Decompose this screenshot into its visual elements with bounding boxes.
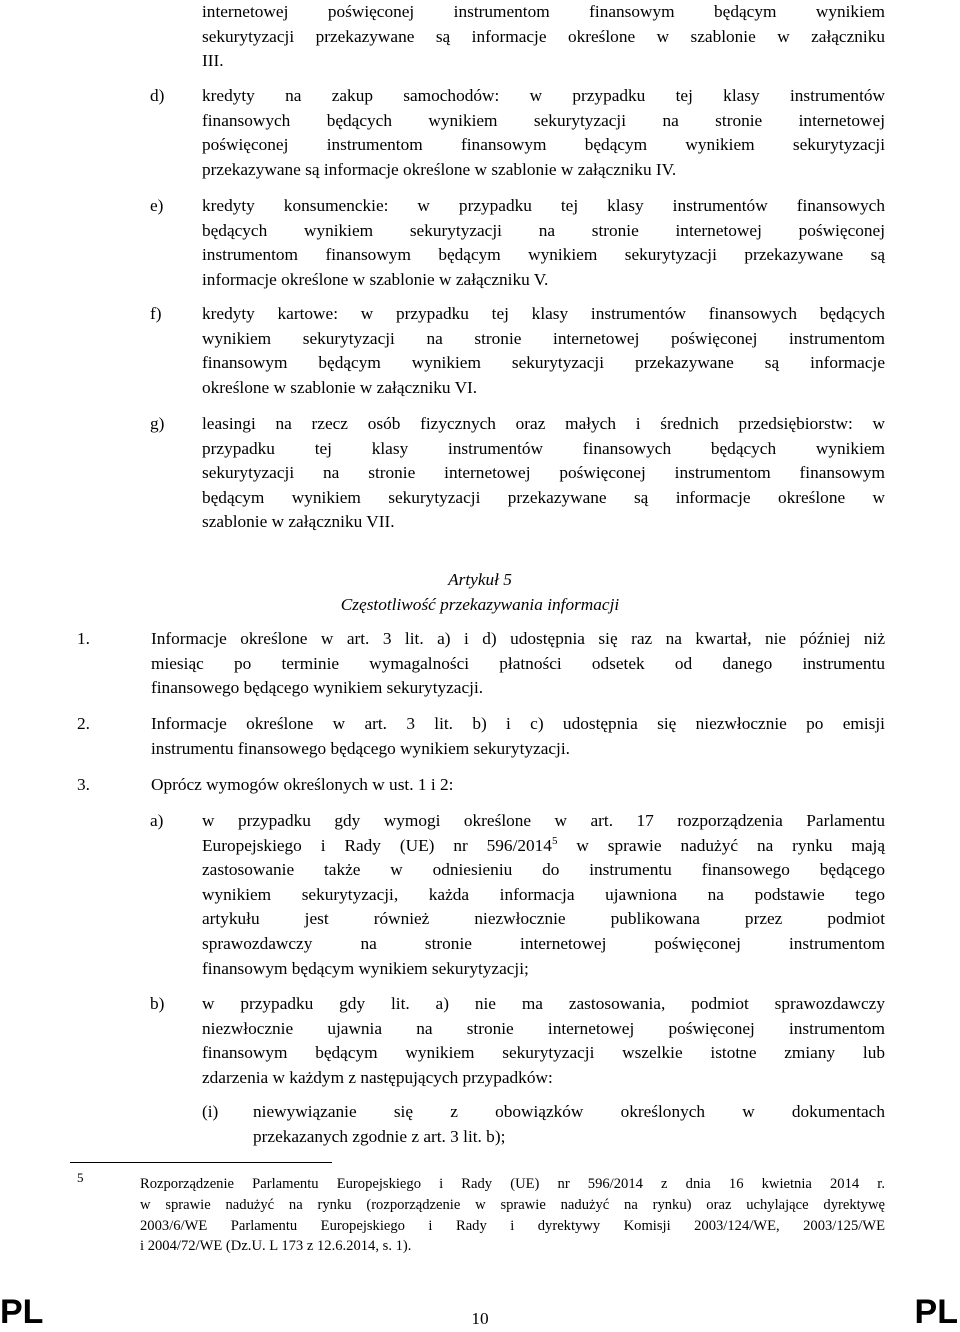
text-line: leasingi na rzecz osób fizycznych oraz małych i średnich przedsiębiorstw: w	[202, 414, 885, 433]
text-line: III.	[202, 51, 224, 71]
text-line: sprawozdawczy na stronie internetowej poświęconej instrumentom	[202, 933, 885, 953]
item-label-e: e)	[150, 196, 164, 215]
text-line: miesiąc po terminie wymagalności płatności odsetek od danego instrumentu	[151, 653, 885, 673]
text-line: wynikiem sekurytyzacji, każda informacja ujawniona na podstawie tego	[202, 884, 885, 904]
text-line: poświęconej instrumentom finansowym będącym wynikiem sekurytyzacji	[202, 135, 885, 155]
text-line: finansowego będącego wynikiem sekurytyzacji.	[151, 678, 484, 698]
text-line: kredyty konsumenckie: w przypadku tej klasy instrumentów finansowych	[202, 196, 885, 215]
text-line: instrumentom finansowym będącym wynikiem sekurytyzacji przekazywane są	[202, 245, 885, 265]
text-line: szablonie w załączniku VII.	[202, 512, 395, 532]
text-line: zdarzenia w każdym z następujących przypadków:	[202, 1067, 553, 1087]
paragraph-2-text	[151, 712, 885, 761]
paragraph-number-3: 3.	[77, 775, 90, 794]
text-span: w sprawie nadużyć na rynku mają	[557, 835, 885, 855]
item-d-text	[202, 84, 885, 182]
text-line: będących wynikiem sekurytyzacji na stronie internetowej poświęconej	[202, 220, 885, 240]
text-line: 2003/6/WE Parlamentu Europejskiego i Rady i dyrektywy Komisji 2003/124/WE, 2003/125/WE	[140, 1217, 885, 1234]
text-line	[202, 834, 885, 859]
text-line: zastosowanie także w odniesieniu do instrumentu finansowego będącego	[202, 860, 885, 880]
text-line: finansowym będącym wynikiem sekurytyzacji;	[202, 958, 529, 978]
paragraph-number-1: 1.	[77, 629, 90, 648]
text-line: w przypadku gdy lit. a) nie ma zastosowania, podmiot sprawozdawczy	[202, 994, 885, 1013]
text-line: sekurytyzacji przekazywane są informacje określone w szablonie w załączniku	[202, 26, 885, 46]
text-line: finansowych będących wynikiem sekurytyzacji na stronie internetowej	[202, 110, 885, 130]
text-line: kredyty kartowe: w przypadku tej klasy instrumentów finansowych będących	[202, 304, 885, 323]
text-line: kredyty na zakup samochodów: w przypadku tej klasy instrumentów	[202, 86, 885, 105]
page-number: 10	[471, 1309, 489, 1328]
text-line: instrumentu finansowego będącego wynikiem sekurytyzacji.	[151, 738, 570, 758]
text-line: w sprawie nadużyć na rynku (rozporządzenie w sprawie nadużyć na rynku) oraz uchylające dyrektywę	[140, 1196, 885, 1213]
language-code-right: PL	[914, 1293, 958, 1331]
text-line: w przypadku gdy wymogi określone w art. 17 rozporządzenia Parlamentu	[202, 811, 885, 830]
item-label-d: d)	[150, 86, 165, 105]
text-line: Informacje określone w art. 3 lit. b) i c) udostępnia się niezwłocznie po emisji	[151, 714, 885, 733]
text-line: Rozporządzenie Parlamentu Europejskiego i Rady (UE) nr 596/2014 z dnia 16 kwietnia 2014 r.	[140, 1176, 885, 1192]
text-line: określone w szablonie w załączniku VI.	[202, 377, 478, 397]
item-e-text	[202, 194, 885, 292]
footnote-separator	[70, 1162, 332, 1163]
text-line: informacje określone w szablonie w załączniku V.	[202, 269, 549, 289]
text-line: artykułu jest również niezwłocznie publikowana przez podmiot	[202, 909, 885, 929]
subitem-a-text	[202, 809, 885, 981]
subitem-label-i: (i)	[202, 1102, 219, 1121]
article-title: Artykuł 5	[448, 570, 512, 589]
paragraph-3-text	[151, 773, 885, 798]
footnote-number: 5	[77, 1170, 84, 1185]
text-line: internetowej poświęconej instrumentom finansowym będącym wynikiem	[202, 2, 885, 21]
item-label-g: g)	[150, 414, 165, 433]
paragraph-1-text	[151, 627, 885, 701]
text-line: przekazanych zgodnie z art. 3 lit. b);	[253, 1126, 506, 1146]
text-line: finansowym będącym wynikiem sekurytyzacji przekazywane są informacje	[202, 353, 885, 373]
article-subtitle: Częstotliwość przekazywania informacji	[340, 595, 620, 614]
text-line: Informacje określone w art. 3 lit. a) i d) udostępnia się raz na kwartał, nie później niż	[151, 629, 885, 648]
item-f-text	[202, 302, 885, 400]
footnote-text	[140, 1174, 885, 1257]
language-code-left: PL	[0, 1293, 44, 1331]
subitem-label-b: b)	[150, 994, 165, 1013]
text-line: niezwłocznie ujawnia na stronie internetowej poświęconej instrumentom	[202, 1018, 885, 1038]
text-line: wynikiem sekurytyzacji na stronie internetowej poświęconej instrumentom	[202, 328, 885, 348]
text-line: przypadku tej klasy instrumentów finansowych będących wynikiem	[202, 438, 885, 458]
text-line: finansowym będącym wynikiem sekurytyzacji wszelkie istotne zmiany lub	[202, 1043, 885, 1063]
subitem-i-text	[253, 1100, 885, 1149]
item-label-f: f)	[150, 304, 162, 323]
text-line: i 2004/72/WE (Dz.U. L 173 z 12.6.2014, s. 1).	[140, 1238, 412, 1255]
text-span: Europejskiego i Rady (UE) nr 596/2014	[202, 835, 552, 855]
text-line: Oprócz wymogów określonych w ust. 1 i 2:	[151, 775, 454, 794]
item-g-text	[202, 412, 885, 535]
subitem-label-a: a)	[150, 811, 164, 830]
continuation-paragraph	[202, 0, 885, 74]
footnote-reference[interactable]: 5	[551, 834, 558, 847]
subitem-b-text	[202, 992, 885, 1090]
text-line: przekazywane są informacje określone w szablonie w załączniku IV.	[202, 159, 677, 179]
text-line: sekurytyzacji na stronie internetowej poświęconej instrumentom finansowym	[202, 463, 885, 483]
text-line: będącym wynikiem sekurytyzacji przekazywane są informacje określone w	[202, 487, 885, 507]
paragraph-number-2: 2.	[77, 714, 90, 733]
text-line: niewywiązanie się z obowiązków określonych w dokumentach	[253, 1102, 885, 1121]
